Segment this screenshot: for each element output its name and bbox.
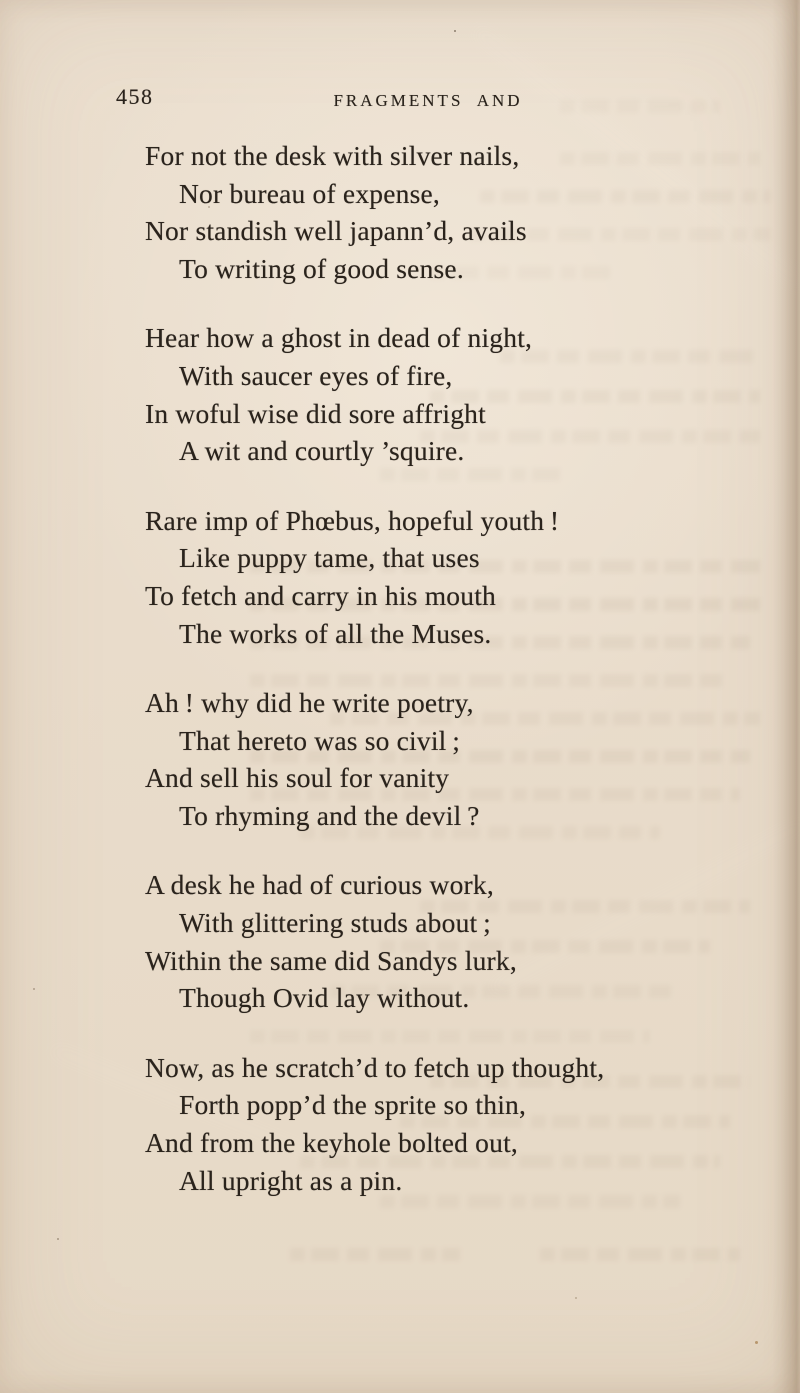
poem-line: To fetch and carry in his mouth <box>145 580 496 612</box>
stanza <box>0 1049 800 1200</box>
poem-line: Nor standish well japann’d, avails <box>145 215 527 247</box>
poem-line: That hereto was so civil ; <box>179 724 461 756</box>
poem-line: Forth popp’d the sprite so thin, <box>179 1089 527 1121</box>
poem-line: And from the keyhole bolted out, <box>145 1126 518 1158</box>
page-number: 458 <box>116 84 154 109</box>
poem-line: Though Ovid lay without. <box>179 982 470 1014</box>
poem-line: All upright as a pin. <box>179 1164 403 1196</box>
running-head: FRAGMENTS AND <box>333 91 523 110</box>
poem-line: With saucer eyes of fire, <box>179 360 453 392</box>
poem <box>0 137 800 1231</box>
poem-line: Like puppy tame, that uses <box>179 542 480 574</box>
poem-line: Nor bureau of expense, <box>179 177 440 209</box>
stanza <box>0 137 800 288</box>
poem-line: Hear how a ghost in dead of night, <box>145 322 533 354</box>
poem-line: And sell his soul for vanity <box>145 762 450 794</box>
stanza <box>0 684 800 835</box>
poem-line: Ah ! why did he write poetry, <box>145 686 474 718</box>
poem-line: A wit and courtly ’squire. <box>179 435 465 467</box>
paper-speck <box>57 1238 59 1240</box>
paper-speck <box>575 1297 577 1299</box>
poem-line: To writing of good sense. <box>179 253 464 285</box>
stanza <box>0 502 800 653</box>
paper-speck <box>755 1341 758 1344</box>
poem-line: Within the same did Sandys lurk, <box>145 944 517 976</box>
page-edge-shadow <box>772 0 800 1393</box>
stanza <box>0 866 800 1017</box>
poem-line: The works of all the Muses. <box>179 617 492 649</box>
poem-line: In woful wise did sore affright <box>145 397 486 429</box>
poem-line: A desk he had of curious work, <box>145 869 494 901</box>
poem-line: Rare imp of Phœbus, hopeful youth ! <box>145 504 560 536</box>
paper-speck <box>454 30 456 32</box>
stanza <box>0 319 800 470</box>
bleedthrough-line <box>540 1248 740 1261</box>
poem-line: For not the desk with silver nails, <box>145 140 520 171</box>
poem-line: With glittering studs about ; <box>179 906 491 938</box>
poem-line: Now, as he scratch’d to fetch up thought, <box>145 1051 605 1083</box>
poem-line: To rhyming and the devil ? <box>179 800 480 832</box>
bleedthrough-line <box>290 1248 460 1261</box>
